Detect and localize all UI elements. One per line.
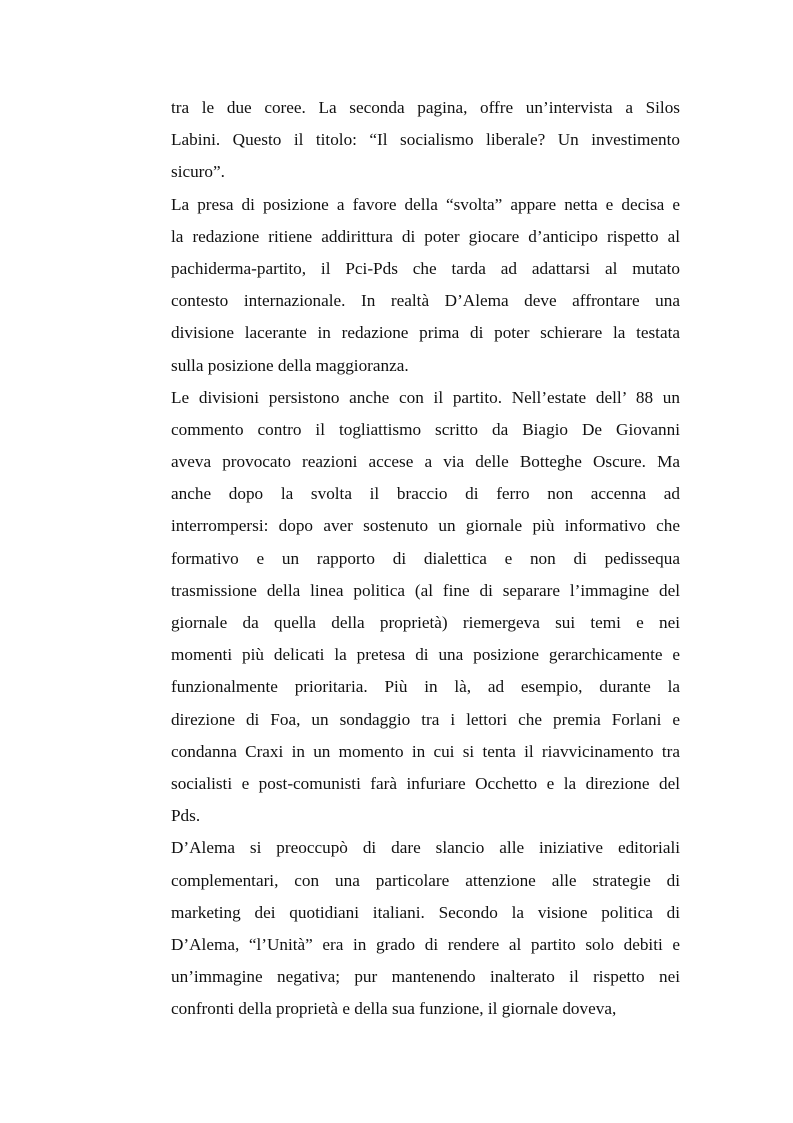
text-line: tra le due coree. La seconda pagina, offre un’intervista a Silos: [171, 98, 680, 117]
text-line: giornale da quella della proprietà) riemergeva sui temi e nei: [171, 613, 680, 632]
paragraph: [171, 92, 680, 189]
text-line: Pds.: [171, 806, 201, 826]
text-line: sulla posizione della maggioranza.: [171, 355, 409, 375]
text-line: commento contro il togliattismo scritto da Biagio De Giovanni: [171, 419, 680, 439]
text-line: La presa di posizione a favore della “svolta” appare netta e decisa e: [171, 194, 680, 214]
text-line: momenti più delicati la pretesa di una posizione gerarchicamente e: [171, 645, 680, 665]
text-line: anche dopo la svolta il braccio di ferro non accenna ad: [171, 484, 680, 504]
text-line: condanna Craxi in un momento in cui si tenta il riavvicinamento tra: [171, 741, 680, 761]
text-line: Le divisioni persistono anche con il partito. Nell’estate dell’ 88 un: [171, 387, 680, 407]
text-line: formativo e un rapporto di dialettica e non di pedissequa: [171, 548, 680, 568]
paragraph: [171, 382, 680, 833]
text-line: sicuro”.: [171, 162, 225, 182]
text-line: D’Alema, “l’Unità” era in grado di rendere al partito solo debiti e: [171, 934, 680, 954]
text-line: D’Alema si preoccupò di dare slancio alle iniziative editoriali: [171, 838, 680, 858]
text-line: confronti della proprietà e della sua funzione, il giornale doveva,: [171, 999, 617, 1019]
text-line: funzionalmente prioritaria. Più in là, ad esempio, durante la: [171, 677, 680, 697]
body-text: [171, 92, 680, 1025]
text-line: un’immagine negativa; pur mantenendo inalterato il rispetto nei: [171, 967, 680, 987]
text-line: pachiderma-partito, il Pci-Pds che tarda ad adattarsi al mutato: [171, 258, 680, 278]
text-line: aveva provocato reazioni accese a via delle Botteghe Oscure. Ma: [171, 452, 680, 472]
text-line: interrompersi: dopo aver sostenuto un giornale più informativo che: [171, 516, 680, 536]
paragraph: [171, 189, 680, 382]
text-line: Labini. Questo il titolo: “Il socialismo liberale? Un investimento: [171, 130, 680, 150]
text-line: complementari, con una particolare attenzione alle strategie di: [171, 870, 680, 890]
text-line: marketing dei quotidiani italiani. Secondo la visione politica di: [171, 902, 680, 922]
paragraph: [171, 832, 680, 1025]
text-line: socialisti e post-comunisti farà infuriare Occhetto e la direzione del: [171, 773, 680, 793]
text-line: la redazione ritiene addirittura di poter giocare d’anticipo rispetto al: [171, 226, 680, 246]
text-line: divisione lacerante in redazione prima di poter schierare la testata: [171, 323, 680, 343]
text-line: contesto internazionale. In realtà D’Alema deve affrontare una: [171, 291, 680, 311]
text-line: direzione di Foa, un sondaggio tra i lettori che premia Forlani e: [171, 709, 680, 729]
text-line: trasmissione della linea politica (al fine di separare l’immagine del: [171, 580, 680, 600]
